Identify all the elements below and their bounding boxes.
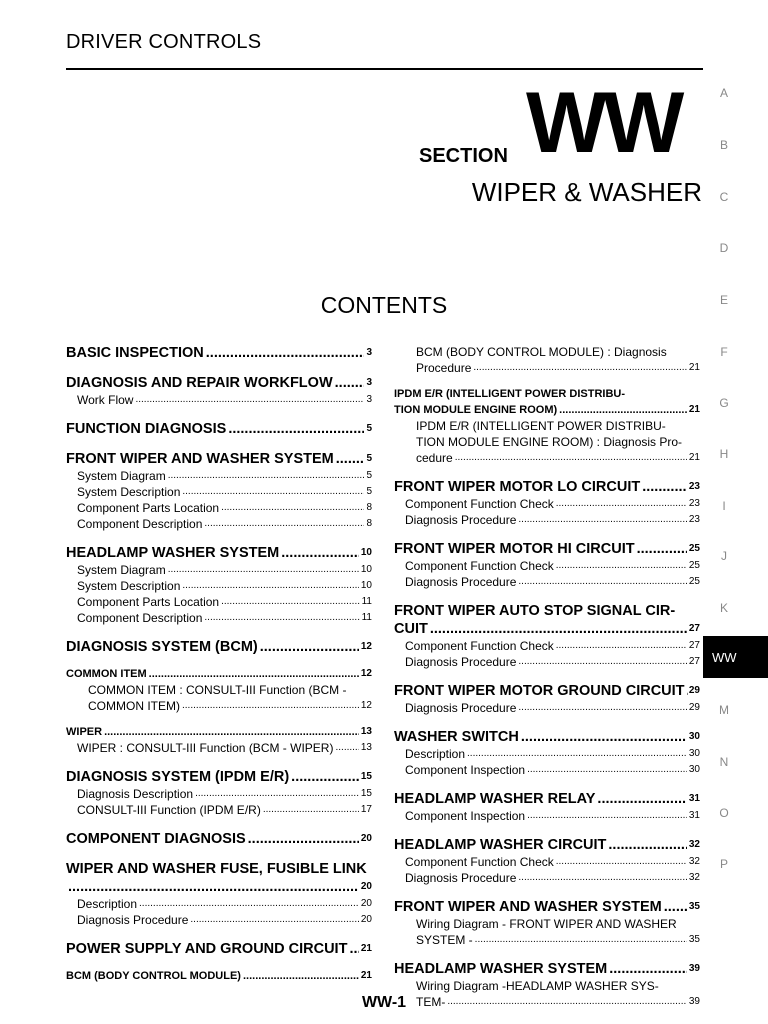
toc-entry-page: 10 <box>360 564 372 575</box>
toc-entry[interactable] <box>66 420 372 438</box>
toc-leader-dots <box>281 544 359 562</box>
toc-leader-dots <box>556 854 687 870</box>
toc-entry-title: FRONT WIPER AND WASHER SYSTEM <box>66 451 334 467</box>
tab-m[interactable]: M <box>719 703 729 717</box>
toc-entry[interactable] <box>394 402 700 418</box>
toc-entry-page: 5 <box>366 453 372 464</box>
toc-entry-title: Component Function Check <box>405 497 554 511</box>
toc-entry-title: FRONT WIPER MOTOR HI CIRCUIT <box>394 541 635 557</box>
toc-entry[interactable] <box>66 450 372 468</box>
toc-entry[interactable] <box>394 700 700 716</box>
toc-entry-page: 27 <box>688 656 700 667</box>
toc-entry-title: Component Parts Location <box>77 595 220 609</box>
toc-leader-dots <box>608 836 686 854</box>
tab-f[interactable]: F <box>720 345 728 359</box>
toc-entry-title: HEADLAMP WASHER SYSTEM <box>394 961 608 977</box>
toc-entry[interactable] <box>66 896 372 912</box>
toc-entry-page: 27 <box>688 640 700 651</box>
toc-entry[interactable] <box>66 666 372 682</box>
toc-entry-title: Component Description <box>77 611 203 625</box>
toc-entry-title: TEM- <box>416 995 446 1009</box>
toc-entry-title: FRONT WIPER MOTOR GROUND CIRCUIT <box>394 683 685 699</box>
toc-entry-group <box>394 602 700 638</box>
toc-entry[interactable] <box>405 932 700 948</box>
toc-entry-page: 39 <box>688 996 700 1007</box>
toc-entry-page: 10 <box>360 547 372 558</box>
toc-entry[interactable] <box>66 594 372 610</box>
header-category: DRIVER CONTROLS <box>66 31 262 53</box>
toc-entry-page: 30 <box>688 748 700 759</box>
toc-entry-page: 25 <box>688 576 700 587</box>
toc-entry[interactable] <box>66 578 372 594</box>
toc-entry[interactable] <box>66 544 372 562</box>
toc-entry[interactable] <box>405 450 700 466</box>
toc-leader-dots <box>168 468 365 484</box>
toc-entry-page: 11 <box>361 612 372 623</box>
toc-entry[interactable] <box>394 870 700 886</box>
toc-entry-page: 8 <box>366 502 372 513</box>
toc-entry[interactable] <box>394 836 700 854</box>
toc-leader-dots <box>68 878 359 896</box>
toc-entry-title: Component Inspection <box>405 763 526 777</box>
toc-leader-dots <box>556 638 687 654</box>
toc-entry[interactable] <box>66 484 372 500</box>
tab-active-label: WW <box>712 650 737 665</box>
toc-entry-page: 29 <box>688 685 700 696</box>
toc-entry-title: BCM (BODY CONTROL MODULE) <box>66 970 241 982</box>
toc-entry[interactable] <box>394 574 700 590</box>
toc-right-column <box>394 344 700 1010</box>
toc-entry-title: CONSULT-III Function (IPDM E/R) <box>77 803 261 817</box>
toc-entry-page: 30 <box>688 764 700 775</box>
toc-entry-page: 21 <box>688 452 700 463</box>
toc-entry[interactable] <box>66 968 372 984</box>
toc-leader-dots <box>521 728 687 746</box>
toc-entry-title: DIAGNOSIS SYSTEM (IPDM E/R) <box>66 769 290 785</box>
toc-leader-dots <box>221 594 360 610</box>
toc-entry-page: 31 <box>688 793 700 804</box>
toc-leader-dots <box>518 700 686 716</box>
toc-entry-page: 20 <box>360 833 372 844</box>
toc-entry[interactable] <box>66 344 372 362</box>
toc-entry-title: Component Description <box>77 517 203 531</box>
toc-entry-page: 23 <box>688 481 700 492</box>
toc-leader-dots <box>182 578 359 594</box>
toc-entry[interactable] <box>394 558 700 574</box>
toc-entry-title: WIPER <box>66 726 103 738</box>
toc-entry-title: FRONT WIPER MOTOR LO CIRCUIT <box>394 479 641 495</box>
toc-leader-dots <box>664 898 687 916</box>
toc-entry-title: Description <box>77 897 138 911</box>
toc-entry-page: 35 <box>688 934 700 945</box>
toc-entry[interactable] <box>66 768 372 786</box>
toc-leader-dots <box>260 638 359 656</box>
toc-leader-dots <box>135 392 364 408</box>
toc-entry-group <box>394 344 700 376</box>
toc-entry-page: 5 <box>366 486 372 497</box>
toc-entry-page: 25 <box>688 543 700 554</box>
toc-entry[interactable] <box>394 496 700 512</box>
toc-entry-page: 12 <box>360 700 372 711</box>
toc-leader-dots <box>243 968 359 984</box>
toc-entry-group <box>66 860 372 896</box>
toc-entry[interactable] <box>66 802 372 818</box>
contents-title: CONTENTS <box>320 292 448 318</box>
toc-leader-dots <box>527 808 687 824</box>
toc-entry-title: cedure <box>416 451 453 465</box>
toc-leader-dots <box>139 896 359 912</box>
toc-entry-title: DIAGNOSIS SYSTEM (BCM) <box>66 639 258 655</box>
toc-leader-dots <box>455 450 687 466</box>
toc-entry[interactable] <box>66 392 372 408</box>
toc-entry-title: SYSTEM - <box>416 933 473 947</box>
toc-entry-page: 21 <box>360 970 372 981</box>
toc-entry-title: Component Function Check <box>405 559 554 573</box>
toc-leader-dots <box>597 790 686 808</box>
section-word: SECTION <box>419 145 508 167</box>
toc-entry-title: Description <box>405 747 466 761</box>
toc-entry-title: TION MODULE ENGINE ROOM) <box>394 404 558 416</box>
tab-j[interactable]: J <box>721 549 727 563</box>
toc-entry-title-line: BCM (BODY CONTROL MODULE) : Diagnosis <box>416 345 667 359</box>
toc-entry-title: System Diagram <box>77 563 166 577</box>
toc-entry-page: 20 <box>360 881 372 892</box>
toc-entry-page: 21 <box>688 362 700 373</box>
toc-entry[interactable] <box>394 960 700 978</box>
toc-entry[interactable] <box>66 724 372 740</box>
toc-entry-page: 27 <box>688 623 700 634</box>
toc-leader-dots <box>473 360 687 376</box>
toc-entry[interactable] <box>66 638 372 656</box>
tab-p[interactable]: P <box>719 857 728 871</box>
toc-leader-dots <box>221 500 364 516</box>
toc-entry-title: CUIT <box>394 621 428 637</box>
toc-entry-title: HEADLAMP WASHER CIRCUIT <box>394 837 607 853</box>
tab-h[interactable]: H <box>719 447 729 461</box>
toc-entry-title: Work Flow <box>77 393 134 407</box>
toc-entry-page: 29 <box>688 702 700 713</box>
toc-entry-page: 15 <box>360 788 372 799</box>
toc-leader-dots <box>190 912 358 928</box>
toc-entry-page: 25 <box>688 560 700 571</box>
toc-leader-dots <box>206 344 365 362</box>
toc-entry-page: 3 <box>366 394 372 405</box>
toc-entry[interactable] <box>66 516 372 532</box>
toc-entry-page: 32 <box>688 856 700 867</box>
toc-entry[interactable] <box>66 610 372 626</box>
tab-active-ww[interactable] <box>703 636 768 678</box>
toc-entry-title: Diagnosis Procedure <box>405 871 517 885</box>
toc-leader-dots <box>609 960 687 978</box>
toc-leader-dots <box>149 666 359 682</box>
toc-leader-dots <box>475 932 687 948</box>
toc-leader-dots <box>263 802 359 818</box>
toc-entry[interactable] <box>394 790 700 808</box>
tab-o[interactable]: O <box>719 806 729 820</box>
toc-entry-title-line: Wiring Diagram - FRONT WIPER AND WASHER <box>416 917 677 931</box>
toc-entry-title-line: IPDM E/R (INTELLIGENT POWER DISTRIBU- <box>416 419 666 433</box>
toc-entry-page: 23 <box>688 514 700 525</box>
toc-entry-title: Diagnosis Procedure <box>405 655 517 669</box>
toc-entry-title-line: COMMON ITEM : CONSULT-III Function (BCM - <box>88 683 347 697</box>
toc-entry-group <box>394 916 700 948</box>
toc-entry[interactable] <box>394 746 700 762</box>
toc-leader-dots <box>291 768 359 786</box>
toc-leader-dots <box>518 574 686 590</box>
toc-entry-title: System Description <box>77 485 181 499</box>
toc-entry-title: Component Function Check <box>405 639 554 653</box>
toc-entry-title: BASIC INSPECTION <box>66 345 204 361</box>
toc-leader-dots <box>248 830 359 848</box>
toc-leader-dots <box>335 740 358 756</box>
toc-entry[interactable] <box>66 740 372 756</box>
toc-entry[interactable] <box>394 898 700 916</box>
toc-entry-title: HEADLAMP WASHER RELAY <box>394 791 596 807</box>
toc-leader-dots <box>556 496 687 512</box>
toc-entry-page: 23 <box>688 498 700 509</box>
toc-entry[interactable] <box>66 940 372 958</box>
toc-entry-page: 17 <box>360 804 372 815</box>
toc-left-column <box>66 344 372 984</box>
toc-leader-dots <box>430 620 687 638</box>
toc-entry-title: System Diagram <box>77 469 166 483</box>
toc-leader-dots <box>204 610 359 626</box>
tab-d[interactable]: D <box>719 241 729 255</box>
toc-entry-page: 13 <box>360 726 372 737</box>
toc-entry[interactable] <box>394 540 700 558</box>
toc-leader-dots <box>518 654 686 670</box>
toc-entry-title: Component Inspection <box>405 809 526 823</box>
toc-entry[interactable] <box>394 762 700 778</box>
toc-leader-dots <box>527 762 687 778</box>
toc-entry-page: 12 <box>360 641 372 652</box>
toc-entry-title: POWER SUPPLY AND GROUND CIRCUIT <box>66 941 348 957</box>
toc-entry-title: Procedure <box>416 361 472 375</box>
toc-entry[interactable] <box>394 638 700 654</box>
toc-entry[interactable] <box>394 854 700 870</box>
toc-entry-title: WIPER : CONSULT-III Function (BCM - WIPER) <box>77 741 334 755</box>
toc-leader-dots <box>195 786 359 802</box>
toc-entry-title: FRONT WIPER AND WASHER SYSTEM <box>394 899 662 915</box>
toc-entry-page: 5 <box>366 423 372 434</box>
toc-entry-page: 3 <box>366 347 372 358</box>
toc-entry[interactable] <box>394 682 700 700</box>
toc-entry[interactable] <box>66 786 372 802</box>
toc-entry-title: COMMON ITEM <box>66 668 147 680</box>
toc-entry-group <box>66 682 372 714</box>
toc-leader-dots <box>518 512 686 528</box>
toc-entry-page: 39 <box>688 963 700 974</box>
tab-i[interactable]: I <box>722 499 726 513</box>
toc-entry[interactable] <box>66 562 372 578</box>
toc-entry-title-line: WIPER AND WASHER FUSE, FUSIBLE LINK <box>66 861 367 877</box>
toc-entry-page: 32 <box>688 872 700 883</box>
toc-entry-title: DIAGNOSIS AND REPAIR WORKFLOW <box>66 375 333 391</box>
toc-entry-title: WASHER SWITCH <box>394 729 519 745</box>
tab-n[interactable]: N <box>719 755 729 769</box>
toc-leader-dots <box>182 698 359 714</box>
header-rule <box>66 68 703 70</box>
toc-entry[interactable] <box>66 830 372 848</box>
toc-entry-group <box>394 418 700 466</box>
toc-entry[interactable] <box>394 512 700 528</box>
tab-e[interactable]: E <box>719 293 728 307</box>
toc-entry-page: 30 <box>688 731 700 742</box>
toc-entry-page: 10 <box>360 580 372 591</box>
toc-leader-dots <box>467 746 687 762</box>
toc-leader-dots <box>556 558 687 574</box>
toc-leader-dots <box>336 450 365 468</box>
toc-entry-title: Diagnosis Procedure <box>405 513 517 527</box>
toc-entry-page: 5 <box>366 470 372 481</box>
toc-leader-dots <box>518 870 686 886</box>
toc-entry-title: Diagnosis Procedure <box>77 913 189 927</box>
toc-entry-page: 8 <box>366 518 372 529</box>
toc-leader-dots <box>182 484 364 500</box>
toc-entry-title: FUNCTION DIAGNOSIS <box>66 421 227 437</box>
toc-entry[interactable] <box>66 912 372 928</box>
toc-entry-title: COMPONENT DIAGNOSIS <box>66 831 246 847</box>
toc-entry-title: System Description <box>77 579 181 593</box>
section-title: WIPER & WASHER <box>471 177 702 207</box>
toc-entry-title: Diagnosis Procedure <box>405 701 517 715</box>
toc-entry-title-line: IPDM E/R (INTELLIGENT POWER DISTRIBU- <box>394 388 625 400</box>
toc-leader-dots <box>228 420 364 438</box>
toc-leader-dots <box>349 940 358 958</box>
toc-entry-page: 15 <box>360 771 372 782</box>
toc-leader-dots <box>335 374 365 392</box>
toc-entry-title-line: FRONT WIPER AUTO STOP SIGNAL CIR- <box>394 603 676 619</box>
toc-entry-page: 35 <box>688 901 700 912</box>
toc-entry-page: 21 <box>360 943 372 954</box>
tab-c[interactable]: C <box>719 190 729 204</box>
toc-entry-page: 20 <box>360 914 372 925</box>
toc-entry-page: 3 <box>366 377 372 388</box>
toc-entry-title: Diagnosis Procedure <box>405 575 517 589</box>
toc-entry-title: HEADLAMP WASHER SYSTEM <box>66 545 280 561</box>
toc-entry-title: Component Parts Location <box>77 501 220 515</box>
toc-entry-title-line: TION MODULE ENGINE ROOM) : Diagnosis Pro- <box>416 435 683 449</box>
toc-entry-title: Diagnosis Description <box>77 787 194 801</box>
toc-entry-page: 13 <box>360 742 372 753</box>
toc-leader-dots <box>168 562 359 578</box>
tab-k[interactable]: K <box>719 601 728 615</box>
toc-entry-page: 32 <box>688 839 700 850</box>
tab-g[interactable]: G <box>719 396 729 410</box>
toc-entry[interactable] <box>394 654 700 670</box>
toc-entry-page: 11 <box>361 596 372 607</box>
toc-entry[interactable] <box>66 374 372 392</box>
toc-entry[interactable] <box>394 728 700 746</box>
toc-entry-page: 12 <box>360 668 372 679</box>
toc-leader-dots <box>642 478 687 496</box>
toc-entry-title: COMMON ITEM) <box>88 699 180 713</box>
toc-entry[interactable] <box>66 500 372 516</box>
toc-entry[interactable] <box>394 620 700 638</box>
tab-a[interactable]: A <box>719 86 728 100</box>
toc-entry[interactable] <box>394 478 700 496</box>
toc-leader-dots <box>204 516 364 532</box>
toc-leader-dots <box>559 402 687 418</box>
toc-entry-page: 21 <box>688 404 700 415</box>
toc-entry[interactable] <box>405 360 700 376</box>
toc-entry-page: 31 <box>688 810 700 821</box>
page-number: WW-1 <box>361 994 407 1011</box>
toc-entry-page: 20 <box>360 898 372 909</box>
toc-entry[interactable] <box>77 698 372 714</box>
toc-entry[interactable] <box>66 878 372 896</box>
toc-entry-title: Component Function Check <box>405 855 554 869</box>
toc-entry-title-line: Wiring Diagram -HEADLAMP WASHER SYS- <box>416 979 659 993</box>
toc-entry[interactable] <box>66 468 372 484</box>
toc-entry-group <box>394 386 700 418</box>
toc-entry[interactable] <box>394 808 700 824</box>
toc-leader-dots <box>104 724 359 740</box>
section-code: WW <box>526 75 681 171</box>
tab-b[interactable]: B <box>719 138 728 152</box>
toc-leader-dots <box>637 540 687 558</box>
